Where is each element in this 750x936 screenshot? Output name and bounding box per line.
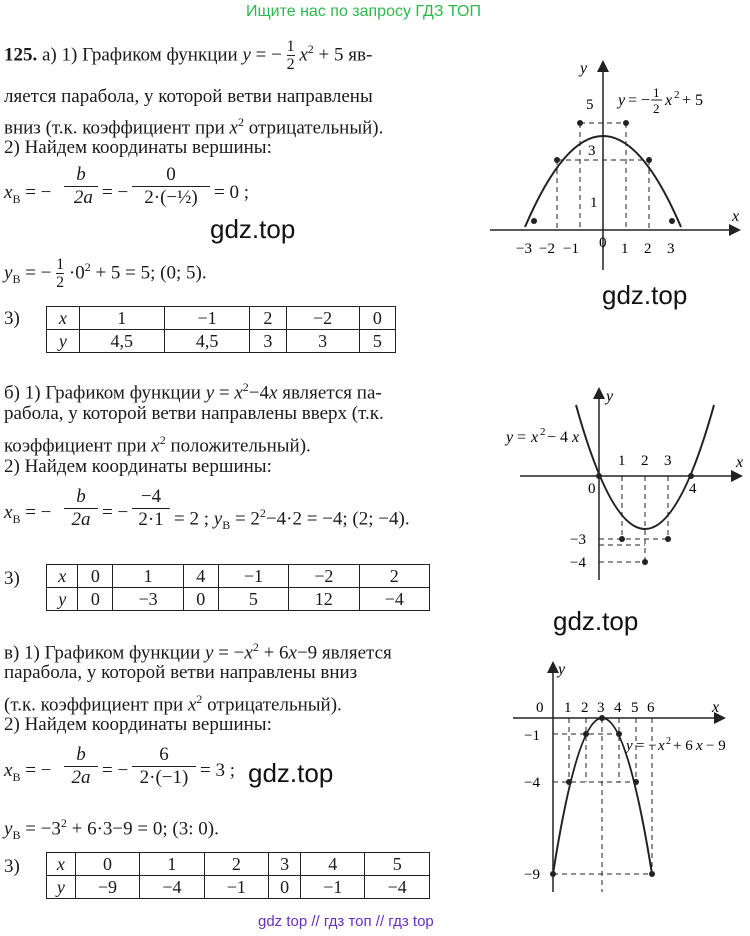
part-a-line3: вниз (т.к. коэффициент при $x^2$ отрицательный).: [4, 115, 384, 139]
part-c-line1: в) 1) Графиком функции $y = -x^2 + 6x-9$ является: [4, 640, 392, 664]
table-cell: x: [47, 307, 80, 330]
table-cell: −1: [218, 565, 288, 588]
table-cell: 3: [250, 330, 286, 353]
table-row: [47, 853, 430, 876]
table-cell: 0: [183, 588, 218, 611]
graph-b-formula: [504, 426, 579, 446]
tick-label: −2: [539, 241, 555, 257]
table-cell: y: [47, 588, 78, 611]
tick-label: 3: [667, 241, 675, 257]
table-cell: −3: [113, 588, 183, 611]
graph-c: [498, 660, 750, 895]
svg-text:2: 2: [666, 736, 671, 747]
x-tick-labels: [588, 453, 697, 497]
part-a-value-table: [46, 306, 396, 353]
part-a-table-label: 3): [4, 308, 20, 329]
table-cell: 2: [204, 853, 268, 876]
svg-text:y: y: [506, 429, 514, 446]
graph-a: [480, 55, 745, 275]
y-tick-labels: [524, 728, 540, 883]
table-cell: 12: [289, 588, 359, 611]
table-cell: 0: [78, 588, 113, 611]
svg-text:x: x: [572, 429, 580, 446]
part-b-line3: коэффициент при $x^2$ положительный).: [4, 433, 311, 457]
tick-label: 2: [641, 453, 649, 469]
table-cell: −2: [289, 565, 359, 588]
svg-text:2: 2: [674, 89, 680, 101]
table-cell: y: [47, 876, 76, 899]
x-axis-label: x: [712, 699, 720, 716]
table-row: [47, 565, 430, 588]
top-banner: Ищите нас по запросу ГДЗ ТОП: [246, 3, 481, 20]
table-cell: −1: [204, 876, 268, 899]
tick-label: −1: [524, 728, 540, 744]
tick-label: 2: [581, 700, 589, 716]
table-cell: 5: [218, 588, 288, 611]
svg-text:+ 6: + 6: [673, 738, 693, 754]
table-cell: 5: [359, 330, 395, 353]
table-cell: 1: [140, 853, 204, 876]
tick-label: −4: [570, 555, 586, 571]
tick-label: 3: [597, 700, 605, 716]
tick-label: 5: [586, 97, 594, 113]
tick-label: 1: [618, 453, 626, 469]
part-c-table-label: 3): [4, 856, 20, 877]
part-c-value-table: [46, 852, 430, 899]
table-row: [47, 876, 430, 899]
tick-label: −4: [524, 775, 540, 791]
table-cell: 0: [78, 565, 113, 588]
x-axis-label: x: [732, 208, 740, 225]
table-row: [47, 330, 396, 353]
watermark-4: gdz.top: [248, 758, 334, 788]
table-cell: 1: [79, 307, 164, 330]
part-b-value-table: [46, 564, 430, 611]
svg-text:1: 1: [653, 85, 660, 100]
table-cell: y: [47, 330, 80, 353]
x-tick-labels: [536, 700, 655, 716]
svg-text:x: x: [531, 429, 539, 446]
table-cell: −4: [365, 876, 430, 899]
graph-c-formula: [624, 736, 726, 754]
table-cell: 3: [269, 853, 301, 876]
y-axis-label: y: [558, 661, 566, 678]
svg-text:2: 2: [653, 101, 660, 116]
table-row: [47, 588, 430, 611]
table-cell: −9: [75, 876, 139, 899]
table-cell: 4: [183, 565, 218, 588]
table-cell: x: [47, 853, 76, 876]
tick-label: 3: [588, 143, 596, 159]
graph-a-formula: [616, 85, 703, 116]
footer-links: gdz top // гдз топ // гдз top: [258, 913, 434, 930]
svg-text:− 9: − 9: [706, 738, 726, 754]
svg-text:x: x: [658, 738, 665, 754]
tick-label: 2: [644, 241, 652, 257]
tick-label: −3: [516, 241, 532, 257]
part-c-line2: парабола, у которой ветви направлены вниз: [4, 662, 358, 683]
table-cell: 1: [113, 565, 183, 588]
y-tick-labels: [570, 532, 586, 571]
tick-label: 6: [647, 700, 655, 716]
part-c-yv-formula: $y_В = -3^2 + 6\cdot 3-9 = 0$; (3: 0).: [4, 816, 219, 843]
part-a-line4: 2) Найдем координаты вершины:: [4, 137, 272, 158]
watermark-2: gdz.top: [602, 280, 688, 310]
tick-label: 1: [621, 241, 629, 257]
tick-label: −9: [524, 867, 540, 883]
svg-text:x: x: [696, 738, 703, 754]
part-a-yv-formula: $y_В$ = − $\frac{1}{2}$ $\cdot 0^2 + 5 = 5$; (0; 5).: [4, 256, 207, 292]
table-cell: x: [47, 565, 78, 588]
tick-label: −3: [570, 532, 586, 548]
tick-label: 5: [631, 700, 639, 716]
part-b-line4: 2) Найдем координаты вершины:: [4, 456, 272, 477]
table-cell: 4,5: [164, 330, 249, 353]
watermark-1: gdz.top: [210, 214, 296, 244]
table-cell: 3: [286, 330, 359, 353]
tick-label: 4: [689, 481, 697, 497]
tick-label: 1: [564, 700, 572, 716]
graph-b: [500, 385, 748, 585]
table-cell: −2: [286, 307, 359, 330]
tick-label: 0: [599, 235, 607, 251]
table-cell: 0: [269, 876, 301, 899]
origin-label: 0: [588, 481, 596, 497]
x-axis-label: x: [736, 454, 744, 471]
problem-number: 125.: [4, 44, 38, 66]
svg-text:+ 5: + 5: [682, 92, 704, 109]
tick-label: −1: [563, 241, 579, 257]
x-tick-labels: [516, 235, 675, 257]
table-cell: −1: [301, 876, 365, 899]
tick-label: 0: [536, 700, 544, 716]
part-a-line2: ляется парабола, у которой ветви направлены: [4, 86, 373, 107]
watermark-3: gdz.top: [553, 606, 639, 636]
svg-text:y: y: [618, 92, 626, 109]
y-tick-labels: [586, 97, 598, 211]
table-cell: 2: [250, 307, 286, 330]
table-cell: 4,5: [79, 330, 164, 353]
table-cell: −4: [359, 588, 430, 611]
table-cell: 0: [359, 307, 395, 330]
table-row: [47, 307, 396, 330]
svg-text:− 4: − 4: [547, 429, 569, 446]
svg-text:= −: = −: [636, 738, 657, 754]
svg-text:y: y: [626, 738, 633, 754]
table-cell: 2: [359, 565, 430, 588]
table-cell: −1: [164, 307, 249, 330]
part-a-line1: 125. а) 1) Графиком функции y = − $\frac{1}{2}$ $x^2 + 5$ яв-: [4, 38, 373, 74]
svg-text:x: x: [665, 92, 673, 109]
part-b-line2: рабола, у которой ветви направлены вверх (т.к.: [4, 403, 384, 424]
part-b-line1: б) 1) Графиком функции $y = x^2-4x$ является па-: [4, 380, 382, 404]
y-axis-label: y: [580, 60, 588, 77]
tick-label: 1: [590, 195, 598, 211]
part-c-line4: 2) Найдем координаты вершины:: [4, 714, 272, 735]
table-cell: 5: [365, 853, 430, 876]
part-b-table-label: 3): [4, 568, 20, 589]
y-axis-label: y: [606, 388, 614, 405]
guide-lines: [599, 476, 668, 562]
svg-text:= −: = −: [628, 92, 651, 109]
tick-label: 3: [664, 453, 672, 469]
table-cell: −4: [140, 876, 204, 899]
svg-text:2: 2: [540, 426, 546, 438]
table-cell: 4: [301, 853, 365, 876]
tick-label: 4: [614, 700, 622, 716]
table-cell: 0: [75, 853, 139, 876]
part-c-line3: (т.к. коэффициент при $x^2$ отрицательный).: [4, 692, 342, 716]
svg-text:=: =: [517, 429, 527, 446]
